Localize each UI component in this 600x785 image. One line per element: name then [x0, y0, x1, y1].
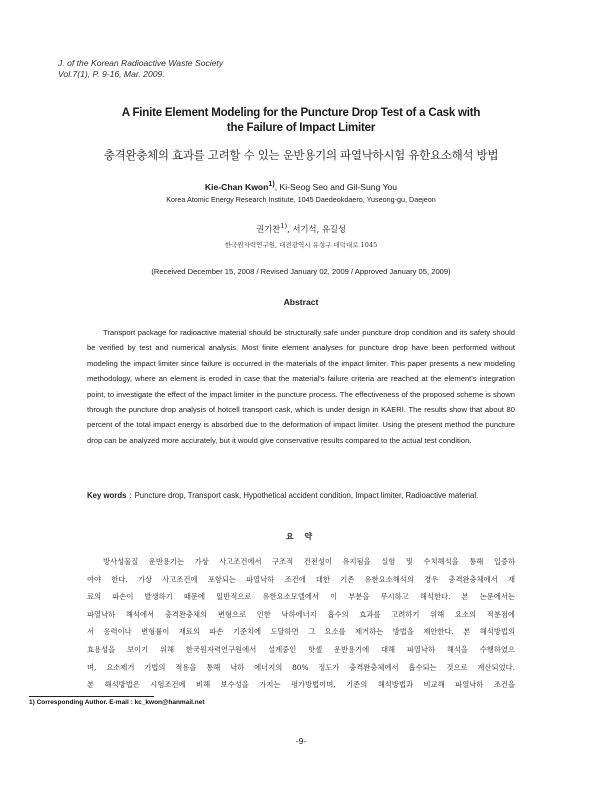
journal-name: J. of the Korean Radioactive Waste Society: [58, 58, 224, 68]
korean-abstract-line: 며, 요소제거 기법의 적용을 통해 낙하 에너지의 80% 정도가 충격완충체에서 흡수되는 것으로 계산되었다.: [87, 662, 515, 672]
footnote-divider: [29, 696, 154, 697]
korean-abstract-heading: 요 약: [285, 531, 317, 541]
korean-abstract-line: 방사성물질 운반용기는 가상 사고조건에서 구조적 건전성이 유지됨을 실험 및 수치해석을 통해 입증하: [103, 557, 515, 566]
corresponding-author-korean: 권기찬: [256, 223, 281, 234]
authors-korean: [40, 222, 562, 235]
affiliation-korean: 한국원자력연구원, 대전광역시 유성구 대덕대로 1045: [224, 241, 378, 249]
title-english: [60, 106, 542, 136]
authors-english: [40, 180, 562, 192]
co-authors-korean: , 서기석, 유길성: [287, 223, 346, 234]
page-number: -9-: [295, 736, 307, 746]
abstract-heading: Abstract: [283, 297, 319, 307]
corresponding-author: Kie-Chan Kwon: [204, 181, 269, 192]
keywords-label: Key words: [87, 491, 127, 500]
keywords-separator: :: [129, 491, 132, 500]
title-english-line-2: the Failure of Impact Limiter: [226, 122, 376, 134]
korean-abstract-line: 효용성을 보이기 위해 한국원자력연구원에서 설계중인 핫셀 운반용기에 대해 파열낙하 해석을 수행하였으: [87, 644, 515, 654]
received-dates: (Received December 15, 2008 / Revised January 02, 2009 / Approved January 05, 2009): [151, 267, 451, 276]
author-footnote-mark: 1): [268, 180, 275, 188]
korean-abstract-line: 여야 한다. 가상 사고조건에 포함되는 파열낙하 조건에 대한 기존 유한요소해석의 경우 충격완충체에서 재: [87, 574, 515, 584]
keywords-text: Puncture drop, Transport cask, Hypothetical accident condition, Impact limiter, Radioactive material.: [134, 491, 479, 500]
korean-abstract-line: 서 응력이나 변형률이 재료의 파손 기준치에 도달하면 그 요소를 제거하는 방법을 제안한다. 본 해석방법의: [87, 627, 515, 637]
journal-volume: Vol.7(1), P. 9-16, Mar. 2009.: [58, 68, 165, 79]
author-footnote-mark-korean: 1): [280, 222, 288, 230]
footnote: 1) Corresponding Author. E-mail : kc_kwon@hanmail.net: [29, 699, 205, 706]
korean-abstract-text: [87, 553, 515, 694]
title-korean: 충격완충체의 효과를 고려할 수 있는 운반용기의 파열낙하시험 유한요소해석 방법: [103, 148, 499, 162]
affiliation-english: Korea Atomic Energy Research Institute, 1045 Daedeokdaero, Yuseong-gu, Daejeon: [166, 195, 436, 204]
keywords: [87, 489, 519, 504]
korean-abstract-line: 파열낙하 해석에서 충격완충체의 변형으로 인한 낙하에너지 흡수의 효과를 고려하기 위해 요소의 적분점에: [87, 609, 515, 619]
korean-abstract-line: 료의 파손이 발생하기 때문에 일반적으로 유한요소모델에서 이 부분을 무시하고 해석한다. 본 논문에서는: [87, 592, 515, 602]
korean-abstract-line: 본 해석방법은 시험조건에 비해 보수성을 가지는 평가방법이며, 기존의 해석방법과 비교해 파열낙하 조건을: [87, 680, 515, 690]
abstract-text: Transport package for radioactive material should be structurally safe under puncture drop condition and its safety should be verified by test and numerical analysis. Most finite element analyses for puncture drop have been performed without modeling the impact limiter since failure is occurred in the materials of the impact limiter. This paper presents a new modeling methodology, where an element is eroded in case that the material's failure criteria are reached at the element's integration point, to investigate the effect of the impact limiter in the puncture process. The effectiveness of the proposed scheme is shown through the puncture drop analysis of hotcell transport cask, which is under design in KAERI. The results show that about 80 percent of the total impact energy is absorbed due to the deformation of impact limiter. Using the present method the puncture drop can be analyzed more accurately, but it would give conservative results compared to the actual test condition.: [87, 328, 515, 445]
co-authors: , Ki-Seog Seo and Gil-Sung You: [274, 181, 398, 192]
journal-citation: [58, 58, 223, 79]
title-english-line-1: A Finite Element Modeling for the Puncture Drop Test of a Cask with: [121, 107, 481, 119]
